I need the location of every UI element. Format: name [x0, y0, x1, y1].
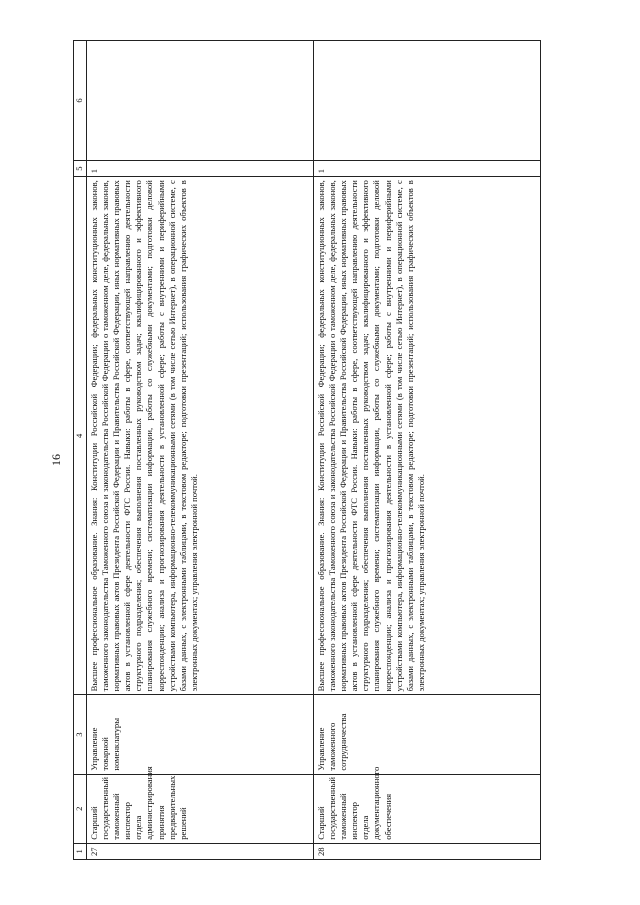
row-number: 27 — [87, 843, 314, 859]
column-number-row — [74, 41, 87, 860]
qualification-requirements: Высшее профессиональное образование. Знания: Конституции Российской Федерации; федеральных конституционных законов, таможенного законодательства Таможенного союза и законодательства Российской Федерации о таможенном деле, федеральных законов, нормативных правовых актов Президента Российской Федерации и Правительства Российской Федерации, иных нормативных правовых актов в установленной сфере деятельности ФТС России. Навыки: работы в сфере, соответствующей направлению деятельности структурного подразделения; обеспечения выполнения поставленных руководством задач; квалифицированного и эффективного планирования служебного времени; систематизации информации, работы со служебными документами; подготовки деловой корреспонденции; анализа и прогнозирования деятельности в установленной сфере; работы с внутренними и периферийными устройствами компьютера, информационно-телекоммуникационными сетями (в том числе сетью Интернет), в операционной системе, с базами данных, с электронными таблицами, в текстовом редакторе; подготовки презентаций; использования графических объектов в электронных документах; управления электронной почтой. — [87, 177, 314, 695]
qualification-requirements: Высшее профессиональное образование. Знания: Конституции Российской Федерации; федеральных конституционных законов, таможенного законодательства Таможенного союза и законодательства Российской Федерации о таможенном деле, федеральных законов, нормативных правовых актов Президента Российской Федерации и Правительства Российской Федерации, иных нормативных правовых актов в установленной сфере деятельности ФТС России. Навыки: работы в сфере, соответствующей направлению деятельности структурного подразделения; обеспечения выполнения поставленных руководством задач; квалифицированного и эффективного планирования служебного времени; систематизации информации, работы со служебными документами; подготовки деловой корреспонденции; анализа и прогнозирования деятельности в установленной сфере; работы с внутренними и периферийными устройствами компьютера, информационно-телекоммуникационными сетями (в том числе сетью Интернет), в операционной системе, с базами данных, с электронными таблицами, в текстовом редакторе; подготовки презентаций; использования графических объектов в электронных документах; управления электронной почтой. — [314, 177, 541, 695]
column-number: 3 — [74, 695, 87, 774]
column-number: 1 — [74, 843, 87, 859]
row-number: 28 — [314, 843, 541, 859]
column-6-value — [87, 41, 314, 161]
position-requirements-table — [73, 40, 541, 860]
position-title: Старший государственный таможенный инспектор отдела администрирования принятия предварительных решений — [87, 774, 314, 843]
column-number: 4 — [74, 177, 87, 695]
table-row — [314, 41, 541, 860]
position-title: Старший государственный таможенный инспектор отдела документационного обеспечения — [314, 774, 541, 843]
table-row — [87, 41, 314, 860]
position-requirements-table-frame — [73, 40, 583, 860]
column-number: 6 — [74, 41, 87, 161]
column-5-value: 1 — [314, 160, 541, 176]
column-5-value: 1 — [87, 160, 314, 176]
department-name: Управление товарной номенклатуры — [87, 695, 314, 774]
department-name: Управление таможенного сотрудничества — [314, 695, 541, 774]
column-number: 5 — [74, 160, 87, 176]
page-number: 16 — [49, 454, 63, 466]
column-6-value — [314, 41, 541, 161]
rotated-table-container — [73, 40, 583, 860]
column-number: 2 — [74, 774, 87, 843]
